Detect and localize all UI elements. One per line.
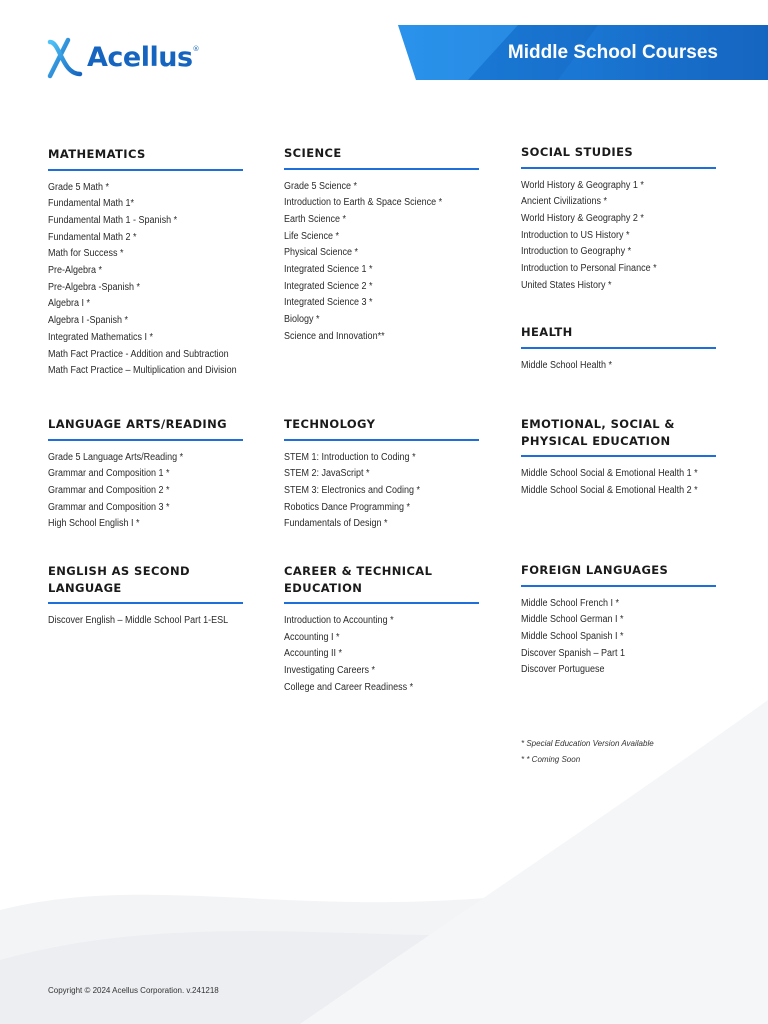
course-list bbox=[521, 596, 716, 680]
section-science bbox=[284, 145, 479, 346]
course-item: Ancient Civilizations * bbox=[521, 196, 608, 208]
section-title: CAREER & TECHNICAL EDUCATION bbox=[284, 563, 479, 604]
section-title: ENGLISH AS SECOND LANGUAGE bbox=[48, 563, 243, 604]
course-item: Middle School French I * bbox=[521, 597, 620, 609]
course-item: Accounting II * bbox=[284, 648, 343, 660]
course-item: High School English I * bbox=[48, 518, 140, 530]
section-language-arts bbox=[48, 416, 243, 533]
course-item: College and Career Readiness * bbox=[284, 681, 414, 693]
course-item: Grade 5 Science * bbox=[284, 180, 358, 192]
note-coming-soon: * * Coming Soon bbox=[521, 755, 581, 764]
background-waves bbox=[0, 660, 768, 1024]
course-item: Integrated Science 2 * bbox=[284, 280, 373, 292]
course-item: World History & Geography 2 * bbox=[521, 212, 644, 224]
course-item: Fundamental Math 2 * bbox=[48, 231, 137, 243]
course-item: Algebra I * bbox=[48, 298, 91, 310]
section-title: SOCIAL STUDIES bbox=[521, 144, 716, 169]
page-title: Middle School Courses bbox=[507, 42, 718, 63]
course-item: Fundamental Math 1 - Spanish * bbox=[48, 214, 178, 226]
course-list bbox=[521, 178, 716, 295]
course-item: Math Fact Practice - Addition and Subtraction bbox=[48, 348, 229, 360]
section-title: LANGUAGE ARTS/READING bbox=[48, 416, 243, 441]
course-item: STEM 3: Electronics and Coding * bbox=[284, 484, 421, 496]
course-item: Math Fact Practice – Multiplication and Division bbox=[48, 365, 237, 377]
section-mathematics bbox=[48, 146, 243, 380]
section-social-studies bbox=[521, 144, 716, 294]
section-title: SCIENCE bbox=[284, 145, 479, 170]
course-item: Introduction to Geography * bbox=[521, 246, 632, 258]
course-item: Investigating Careers * bbox=[284, 665, 376, 677]
course-item: Discover Spanish – Part 1 bbox=[521, 647, 626, 659]
course-item: United States History * bbox=[521, 279, 612, 291]
course-item: Middle School Social & Emotional Health 1 * bbox=[521, 468, 698, 479]
section-title: HEALTH bbox=[521, 324, 716, 349]
section-health bbox=[521, 324, 716, 374]
course-item: Introduction to Personal Finance * bbox=[521, 263, 657, 275]
course-item: Accounting I * bbox=[284, 631, 340, 643]
course-list bbox=[284, 450, 479, 534]
course-item: Integrated Science 1 * bbox=[284, 264, 373, 276]
course-item: Fundamentals of Design * bbox=[284, 518, 388, 530]
brand-name: Acellus® bbox=[87, 41, 200, 73]
course-item: Grammar and Composition 1 * bbox=[48, 468, 170, 480]
course-item: Discover Portuguese bbox=[521, 664, 605, 676]
course-item: Grade 5 Math * bbox=[48, 181, 110, 193]
course-list bbox=[48, 613, 243, 630]
section-title: EMOTIONAL, SOCIAL & PHYSICAL EDUCATION bbox=[521, 416, 716, 457]
course-item: Earth Science * bbox=[284, 213, 347, 225]
header-banner bbox=[398, 25, 768, 80]
course-list bbox=[284, 613, 479, 697]
course-item: Integrated Science 3 * bbox=[284, 297, 373, 309]
course-item: STEM 2: JavaScript * bbox=[284, 468, 370, 480]
section-title: MATHEMATICS bbox=[48, 146, 243, 171]
course-item: Grammar and Composition 2 * bbox=[48, 484, 170, 496]
course-item: Life Science * bbox=[284, 230, 340, 242]
course-item: Fundamental Math 1* bbox=[48, 198, 135, 210]
course-item: Robotics Dance Programming * bbox=[284, 501, 411, 513]
note-special-education: * Special Education Version Available bbox=[521, 739, 654, 748]
course-item: Middle School Spanish I * bbox=[521, 630, 624, 642]
course-list bbox=[521, 466, 716, 499]
course-item: Physical Science * bbox=[284, 247, 359, 259]
course-item: Introduction to US History * bbox=[521, 229, 630, 241]
course-item: Middle School German I * bbox=[521, 614, 624, 626]
course-item: Introduction to Earth & Space Science * bbox=[284, 197, 443, 209]
course-item: World History & Geography 1 * bbox=[521, 179, 644, 191]
course-item: Grammar and Composition 3 * bbox=[48, 501, 170, 513]
course-item: Pre-Algebra -Spanish * bbox=[48, 281, 141, 293]
section-emotional-social-pe bbox=[521, 416, 716, 499]
course-item: Grade 5 Language Arts/Reading * bbox=[48, 451, 184, 463]
course-item: Integrated Mathematics I * bbox=[48, 331, 154, 343]
course-list bbox=[48, 180, 243, 380]
acellus-logo bbox=[44, 34, 199, 80]
course-item: Math for Success * bbox=[48, 248, 124, 260]
section-career-technical bbox=[284, 563, 479, 697]
section-esl bbox=[48, 563, 243, 630]
course-item: Middle School Social & Emotional Health 2 * bbox=[521, 484, 698, 496]
course-item: Introduction to Accounting * bbox=[284, 615, 394, 626]
course-item: Science and Innovation** bbox=[284, 330, 385, 342]
course-item: Biology * bbox=[284, 314, 320, 326]
acellus-logo-icon bbox=[44, 34, 84, 80]
course-list bbox=[521, 358, 716, 375]
section-title: TECHNOLOGY bbox=[284, 416, 479, 441]
section-foreign-languages bbox=[521, 562, 716, 679]
course-item: Discover English – Middle School Part 1-ESL bbox=[48, 615, 229, 626]
course-list bbox=[284, 179, 479, 346]
course-item: Algebra I -Spanish * bbox=[48, 315, 129, 327]
section-technology bbox=[284, 416, 479, 533]
course-item: Middle School Health * bbox=[521, 359, 613, 371]
course-item: STEM 1: Introduction to Coding * bbox=[284, 451, 416, 463]
copyright: Copyright © 2024 Acellus Corporation. v.241218 bbox=[48, 986, 219, 995]
course-item: Pre-Algebra * bbox=[48, 265, 103, 277]
course-list bbox=[48, 450, 243, 534]
section-title: FOREIGN LANGUAGES bbox=[521, 562, 716, 587]
